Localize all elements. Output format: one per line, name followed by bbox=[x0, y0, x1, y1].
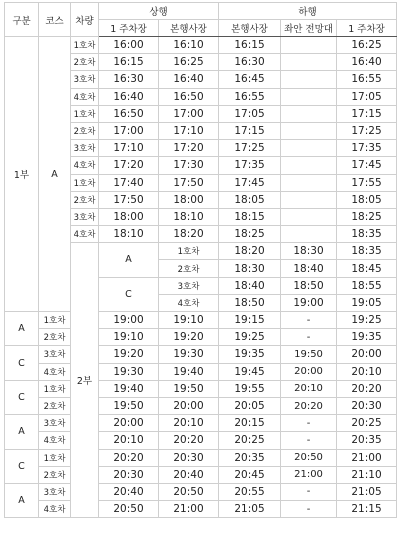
down-lot1-time: 21:00 bbox=[337, 449, 397, 466]
down-viewpoint-time: - bbox=[281, 329, 337, 346]
down-main-venue-time: 19:05 bbox=[337, 294, 397, 311]
up-main-venue-time: 17:30 bbox=[159, 157, 219, 174]
down-lot1-time: 17:35 bbox=[337, 140, 397, 157]
up-lot1-time: 18:30 bbox=[219, 260, 281, 277]
up-main-venue-time: 19:20 bbox=[159, 329, 219, 346]
up-main-venue-time: 19:10 bbox=[159, 312, 219, 329]
down-main-venue-time: 19:45 bbox=[219, 363, 281, 380]
up-lot1-time: 19:50 bbox=[99, 397, 159, 414]
table-row bbox=[5, 466, 397, 483]
up-lot1-time: 18:50 bbox=[219, 294, 281, 311]
up-lot1-time: 17:40 bbox=[99, 174, 159, 191]
vehicle-cell: 2호차 bbox=[71, 191, 99, 208]
up-lot1-time: 17:00 bbox=[99, 122, 159, 139]
table-row bbox=[5, 37, 397, 54]
vehicle-cell: 1호차 bbox=[71, 105, 99, 122]
header-down: 하행 bbox=[219, 3, 397, 20]
vehicle-cell: 1호차 bbox=[71, 37, 99, 54]
up-lot1-time: 20:50 bbox=[99, 501, 159, 518]
up-lot1-time: 18:20 bbox=[219, 243, 281, 260]
up-lot1-time: 19:30 bbox=[99, 363, 159, 380]
down-viewpoint-time: - bbox=[281, 501, 337, 518]
up-lot1-time: 17:50 bbox=[99, 191, 159, 208]
up-main-venue-time: 17:50 bbox=[159, 174, 219, 191]
up-main-venue-time: 18:20 bbox=[159, 226, 219, 243]
table-row bbox=[5, 397, 397, 414]
down-lot1-time: 18:25 bbox=[337, 208, 397, 225]
vehicle-cell: 1호차 bbox=[71, 174, 99, 191]
down-main-venue-time: 20:45 bbox=[219, 466, 281, 483]
down-viewpoint-time bbox=[281, 157, 337, 174]
course-cell: A bbox=[5, 415, 39, 449]
vehicle-cell: 3호차 bbox=[71, 71, 99, 88]
down-lot1-time: 21:05 bbox=[337, 483, 397, 500]
down-lot1-time: 17:45 bbox=[337, 157, 397, 174]
down-main-venue-time: 19:55 bbox=[219, 380, 281, 397]
header-up-lot1: 1 주차장 bbox=[99, 20, 159, 37]
down-main-venue-time: 19:25 bbox=[219, 329, 281, 346]
course-cell: A bbox=[99, 243, 159, 277]
header-part: 구분 bbox=[5, 3, 39, 37]
down-viewpoint-time bbox=[281, 226, 337, 243]
down-lot1-time: 20:25 bbox=[337, 415, 397, 432]
down-main-venue-time: 20:05 bbox=[219, 397, 281, 414]
vehicle-cell: 4호차 bbox=[159, 294, 219, 311]
down-lot1-time: 16:25 bbox=[337, 37, 397, 54]
down-lot1-time: 17:25 bbox=[337, 122, 397, 139]
down-main-venue-time: 16:30 bbox=[219, 54, 281, 71]
vehicle-cell: 1호차 bbox=[39, 380, 71, 397]
up-lot1-time: 19:20 bbox=[99, 346, 159, 363]
up-main-venue-time: 16:10 bbox=[159, 37, 219, 54]
vehicle-cell: 2호차 bbox=[39, 466, 71, 483]
down-viewpoint-time: 21:00 bbox=[281, 466, 337, 483]
down-lot1-time: 20:00 bbox=[337, 346, 397, 363]
down-viewpoint-time bbox=[281, 174, 337, 191]
down-viewpoint-time bbox=[281, 88, 337, 105]
header-down-lot1: 1 주차장 bbox=[337, 20, 397, 37]
down-main-venue-time: 19:35 bbox=[219, 346, 281, 363]
down-main-venue-time: 20:25 bbox=[219, 432, 281, 449]
down-viewpoint-time bbox=[281, 105, 337, 122]
down-viewpoint-time bbox=[281, 122, 337, 139]
up-main-venue-time: 19:30 bbox=[159, 346, 219, 363]
table-row bbox=[5, 415, 397, 432]
up-lot1-time: 16:50 bbox=[99, 105, 159, 122]
up-main-venue-time: 20:20 bbox=[159, 432, 219, 449]
down-main-venue-time: 18:15 bbox=[219, 208, 281, 225]
course-cell: C bbox=[99, 277, 159, 311]
down-main-venue-time: 18:35 bbox=[337, 243, 397, 260]
down-lot1-time: 19:35 bbox=[337, 329, 397, 346]
vehicle-cell: 4호차 bbox=[39, 501, 71, 518]
up-lot1-time: 16:15 bbox=[99, 54, 159, 71]
vehicle-cell: 2호차 bbox=[39, 397, 71, 414]
header-down-viewpoint: 좌안 전망대 bbox=[281, 20, 337, 37]
vehicle-cell: 4호차 bbox=[71, 226, 99, 243]
down-lot1-time: 20:10 bbox=[337, 363, 397, 380]
vehicle-cell: 3호차 bbox=[159, 277, 219, 294]
down-lot1-time: 21:10 bbox=[337, 466, 397, 483]
up-main-venue-time: 20:50 bbox=[159, 483, 219, 500]
down-viewpoint-time: - bbox=[281, 312, 337, 329]
up-main-venue-time: 16:40 bbox=[159, 71, 219, 88]
vehicle-cell: 4호차 bbox=[39, 363, 71, 380]
down-lot1-time: 16:55 bbox=[337, 71, 397, 88]
course-cell: C bbox=[5, 380, 39, 414]
header-up-main-venue: 본행사장 bbox=[159, 20, 219, 37]
down-lot1-time: 17:05 bbox=[337, 88, 397, 105]
table-row bbox=[5, 312, 397, 329]
down-lot1-time: 17:55 bbox=[337, 174, 397, 191]
vehicle-cell: 4호차 bbox=[71, 157, 99, 174]
up-lot1-time: 20:30 bbox=[99, 466, 159, 483]
down-lot1-time: 20:35 bbox=[337, 432, 397, 449]
up-main-venue-time: 18:40 bbox=[281, 260, 337, 277]
vehicle-cell: 2호차 bbox=[39, 329, 71, 346]
up-lot1-time: 16:00 bbox=[99, 37, 159, 54]
down-viewpoint-time: 19:50 bbox=[281, 346, 337, 363]
up-main-venue-time: 17:20 bbox=[159, 140, 219, 157]
up-lot1-time: 18:00 bbox=[99, 208, 159, 225]
down-viewpoint-time: 20:50 bbox=[281, 449, 337, 466]
course-cell: A bbox=[5, 312, 39, 346]
up-main-venue-time: 17:10 bbox=[159, 122, 219, 139]
vehicle-cell: 3호차 bbox=[39, 483, 71, 500]
up-main-venue-time: 16:50 bbox=[159, 88, 219, 105]
vehicle-cell: 3호차 bbox=[71, 140, 99, 157]
down-viewpoint-time: - bbox=[281, 432, 337, 449]
header-course: 코스 bbox=[39, 3, 71, 37]
up-lot1-time: 18:10 bbox=[99, 226, 159, 243]
down-main-venue-time: 17:05 bbox=[219, 105, 281, 122]
table-row bbox=[5, 432, 397, 449]
down-viewpoint-time bbox=[281, 208, 337, 225]
schedule-body bbox=[5, 37, 397, 518]
table-row bbox=[5, 483, 397, 500]
up-main-venue-time: 18:00 bbox=[159, 191, 219, 208]
vehicle-cell: 4호차 bbox=[71, 88, 99, 105]
up-lot1-time: 19:10 bbox=[99, 329, 159, 346]
down-main-venue-time: 16:15 bbox=[219, 37, 281, 54]
shuttle-schedule-table bbox=[4, 2, 397, 518]
course-cell: C bbox=[5, 346, 39, 380]
down-viewpoint-time bbox=[281, 71, 337, 88]
down-main-venue-time: 16:45 bbox=[219, 71, 281, 88]
up-lot1-time: 18:40 bbox=[219, 277, 281, 294]
down-main-venue-time: 18:45 bbox=[337, 260, 397, 277]
up-main-venue-time: 17:00 bbox=[159, 105, 219, 122]
up-lot1-time: 20:40 bbox=[99, 483, 159, 500]
down-main-venue-time: 20:35 bbox=[219, 449, 281, 466]
down-lot1-time: 20:20 bbox=[337, 380, 397, 397]
up-main-venue-time: 19:50 bbox=[159, 380, 219, 397]
up-lot1-time: 20:20 bbox=[99, 449, 159, 466]
down-viewpoint-time bbox=[281, 140, 337, 157]
up-lot1-time: 17:20 bbox=[99, 157, 159, 174]
down-main-venue-time: 17:15 bbox=[219, 122, 281, 139]
down-lot1-time: 17:15 bbox=[337, 105, 397, 122]
down-main-venue-time: 17:35 bbox=[219, 157, 281, 174]
down-main-venue-time: 21:05 bbox=[219, 501, 281, 518]
table-row bbox=[5, 501, 397, 518]
up-lot1-time: 16:40 bbox=[99, 88, 159, 105]
down-viewpoint-time bbox=[281, 191, 337, 208]
up-main-venue-time: 18:30 bbox=[281, 243, 337, 260]
vehicle-cell: 3호차 bbox=[39, 346, 71, 363]
down-viewpoint-time: 20:20 bbox=[281, 397, 337, 414]
down-lot1-time: 16:40 bbox=[337, 54, 397, 71]
header-up: 상행 bbox=[99, 3, 219, 20]
table-row bbox=[5, 346, 397, 363]
table-row bbox=[5, 449, 397, 466]
vehicle-cell: 2호차 bbox=[71, 54, 99, 71]
down-main-venue-time: 19:15 bbox=[219, 312, 281, 329]
header-car: 차량 bbox=[71, 3, 99, 37]
up-main-venue-time: 20:10 bbox=[159, 415, 219, 432]
course-cell: C bbox=[5, 449, 39, 483]
up-main-venue-time: 20:40 bbox=[159, 466, 219, 483]
down-lot1-time: 19:25 bbox=[337, 312, 397, 329]
up-main-venue-time: 20:30 bbox=[159, 449, 219, 466]
down-main-venue-time: 20:55 bbox=[219, 483, 281, 500]
down-main-venue-time: 18:55 bbox=[337, 277, 397, 294]
part-cell: 2부 bbox=[71, 243, 99, 518]
vehicle-cell: 1호차 bbox=[39, 312, 71, 329]
vehicle-cell: 1호차 bbox=[159, 243, 219, 260]
up-main-venue-time: 16:25 bbox=[159, 54, 219, 71]
down-lot1-time: 21:15 bbox=[337, 501, 397, 518]
down-viewpoint-time: - bbox=[281, 483, 337, 500]
table-row bbox=[5, 363, 397, 380]
up-main-venue-time: 19:40 bbox=[159, 363, 219, 380]
vehicle-cell: 3호차 bbox=[71, 208, 99, 225]
down-main-venue-time: 18:25 bbox=[219, 226, 281, 243]
vehicle-cell: 1호차 bbox=[39, 449, 71, 466]
up-lot1-time: 19:40 bbox=[99, 380, 159, 397]
down-viewpoint-time: 20:10 bbox=[281, 380, 337, 397]
down-lot1-time: 20:30 bbox=[337, 397, 397, 414]
up-main-venue-time: 19:00 bbox=[281, 294, 337, 311]
down-lot1-time: 18:35 bbox=[337, 226, 397, 243]
up-main-venue-time: 18:10 bbox=[159, 208, 219, 225]
down-viewpoint-time bbox=[281, 54, 337, 71]
course-cell: A bbox=[39, 37, 71, 312]
course-cell: A bbox=[5, 483, 39, 517]
vehicle-cell: 4호차 bbox=[39, 432, 71, 449]
up-lot1-time: 20:10 bbox=[99, 432, 159, 449]
up-main-venue-time: 18:50 bbox=[281, 277, 337, 294]
down-main-venue-time: 20:15 bbox=[219, 415, 281, 432]
up-lot1-time: 17:10 bbox=[99, 140, 159, 157]
down-viewpoint-time: - bbox=[281, 415, 337, 432]
up-lot1-time: 20:00 bbox=[99, 415, 159, 432]
up-lot1-time: 19:00 bbox=[99, 312, 159, 329]
vehicle-cell: 3호차 bbox=[39, 415, 71, 432]
table-row bbox=[5, 380, 397, 397]
up-lot1-time: 16:30 bbox=[99, 71, 159, 88]
table-row bbox=[5, 329, 397, 346]
up-main-venue-time: 21:00 bbox=[159, 501, 219, 518]
header-down-main-venue: 본행사장 bbox=[219, 20, 281, 37]
down-main-venue-time: 17:45 bbox=[219, 174, 281, 191]
down-main-venue-time: 17:25 bbox=[219, 140, 281, 157]
down-lot1-time: 18:05 bbox=[337, 191, 397, 208]
down-viewpoint-time: 20:00 bbox=[281, 363, 337, 380]
part-cell: 1부 bbox=[5, 37, 39, 312]
vehicle-cell: 2호차 bbox=[71, 122, 99, 139]
down-main-venue-time: 18:05 bbox=[219, 191, 281, 208]
vehicle-cell: 2호차 bbox=[159, 260, 219, 277]
up-main-venue-time: 20:00 bbox=[159, 397, 219, 414]
down-viewpoint-time bbox=[281, 37, 337, 54]
down-main-venue-time: 16:55 bbox=[219, 88, 281, 105]
